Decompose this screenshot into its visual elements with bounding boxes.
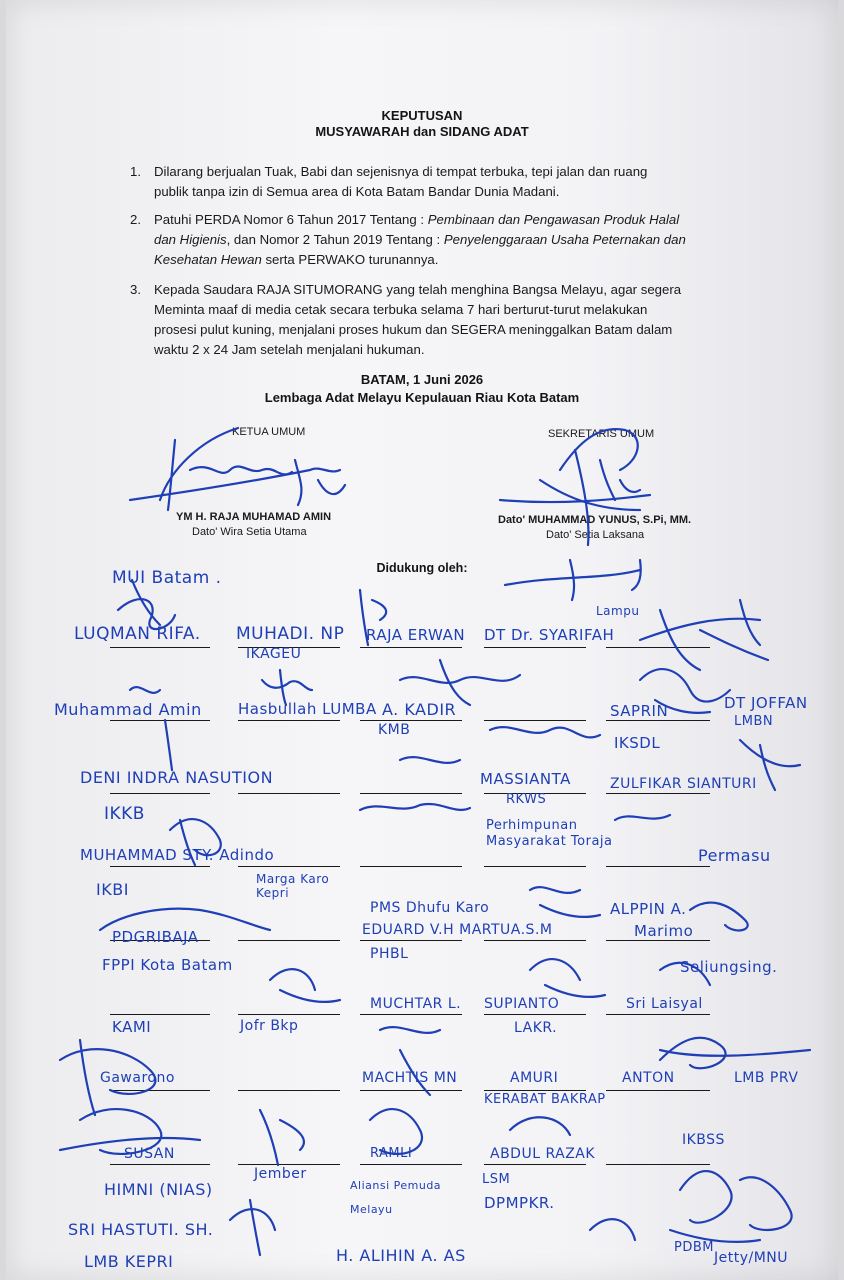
left-title: Dato' Wira Setia Utama (192, 526, 307, 538)
handwritten-label: LMBN (734, 714, 774, 729)
handwritten-label: LSM (482, 1172, 511, 1187)
supported-by-heading: Didukung oleh: (376, 561, 468, 575)
handwritten-label: H. ALIHIN A. AS (336, 1246, 466, 1265)
handwritten-label: HIMNI (NIAS) (104, 1180, 213, 1199)
handwritten-label: Permasu (698, 846, 771, 865)
handwritten-label: KMB (378, 722, 411, 738)
handwritten-label: Seliungsing. (680, 958, 778, 976)
handwritten-label: IKKB (104, 804, 145, 824)
handwritten-label: A. KADIR (382, 700, 457, 719)
handwritten-label: MUHADI. NP (236, 624, 345, 644)
doc-subtitle: MUSYAWARAH dan SIDANG ADAT (315, 124, 529, 139)
handwritten-label: ABDUL RAZAK (490, 1146, 596, 1162)
handwritten-label: ZULFIKAR SIANTURI (610, 776, 757, 792)
handwritten-label: LUQMAN RIFA. (74, 624, 201, 644)
handwritten-label: RAJA ERWAN (366, 626, 466, 644)
handwritten-label: IKBSS (682, 1132, 725, 1148)
handwritten-label: PDBM (674, 1240, 714, 1255)
handwritten-label: SAPRIN (610, 702, 669, 720)
handwritten-label: Marga Karo Kepri (256, 872, 330, 900)
chairman-signature (130, 428, 345, 510)
handwritten-label: PDGRIBAJA (112, 928, 199, 946)
place-date: BATAM, 1 Juni 2026 (360, 372, 484, 387)
handwritten-label: KAMI (112, 1018, 152, 1036)
handwritten-label: Perhimpunan Masyarakat Toraja (486, 818, 613, 849)
handwritten-label: MUHAMMAD STY. Adindo (80, 846, 275, 864)
secretary-signature (500, 429, 650, 545)
handwritten-label: MASSIANTA (480, 770, 571, 788)
handwritten-label: Muhammad Amin (54, 700, 202, 719)
handwritten-label: Jofr Bkp (240, 1018, 299, 1034)
handwritten-label: ANTON (622, 1070, 675, 1086)
handwritten-label: Sri Laisyal (626, 996, 703, 1012)
handwritten-label: Marimo (634, 922, 694, 940)
handwritten-label: FPPI Kota Batam (102, 956, 233, 974)
handwritten-label: EDUARD V.H MARTUA.S.M (362, 922, 553, 938)
handwritten-label: KERABAT BAKRAP (484, 1092, 606, 1107)
right-name: Dato' MUHAMMAD YUNUS, S.Pi, MM. (498, 514, 692, 526)
handwritten-label: SUSAN (124, 1146, 175, 1162)
handwritten-label: MUI Batam . (112, 568, 222, 588)
handwritten-label: RKWS (506, 792, 547, 807)
handwritten-label: Hasbullah LUMBA (238, 700, 377, 718)
handwritten-label: MUCHTAR L. (370, 996, 462, 1012)
handwritten-label: SRI HASTUTI. SH. (68, 1220, 214, 1239)
handwritten-label: LMB PRV (734, 1070, 799, 1086)
handwritten-label: SUPIANTO (484, 996, 560, 1012)
handwritten-label: DENI INDRA NASUTION (80, 768, 274, 787)
handwritten-label: Jetty/MNU (714, 1250, 789, 1266)
handwritten-label: IKSDL (614, 734, 661, 752)
left-role: KETUA UMUM (232, 426, 306, 438)
handwritten-label: LAKR. (514, 1020, 558, 1036)
handwritten-label: Gawarono (100, 1070, 175, 1086)
handwritten-label: IKBI (96, 880, 129, 899)
handwritten-label: Lampu (596, 604, 640, 618)
handwritten-label: PMS Dhufu Karo (370, 900, 490, 916)
handwritten-label: AMURI (510, 1070, 559, 1086)
handwritten-label: PHBL (370, 946, 409, 962)
handwritten-label: LMB KEPRI (84, 1252, 174, 1271)
handwritten-label: DT JOFFAN (724, 694, 808, 712)
right-title: Dato' Setia Laksana (546, 529, 645, 541)
handwritten-label: Jember (254, 1166, 307, 1182)
handwritten-label: IKAGEU (246, 646, 302, 662)
doc-title: KEPUTUSAN (381, 108, 463, 123)
handwritten-label: ALPPIN A. (610, 900, 687, 918)
right-role: SEKRETARIS UMUM (548, 428, 655, 440)
handwritten-label: DPMPKR. (484, 1194, 555, 1212)
organization-name: Lembaga Adat Melayu Kepulauan Riau Kota Batam (264, 390, 580, 405)
handwritten-label: DT Dr. SYARIFAH (484, 626, 615, 644)
handwritten-label: MACHTIS MN (362, 1070, 458, 1086)
handwritten-label: Aliansi Pemuda Melayu (350, 1179, 442, 1216)
left-name: YM H. RAJA MUHAMAD AMIN (176, 511, 332, 523)
handwritten-label: RAMLI (370, 1146, 413, 1161)
